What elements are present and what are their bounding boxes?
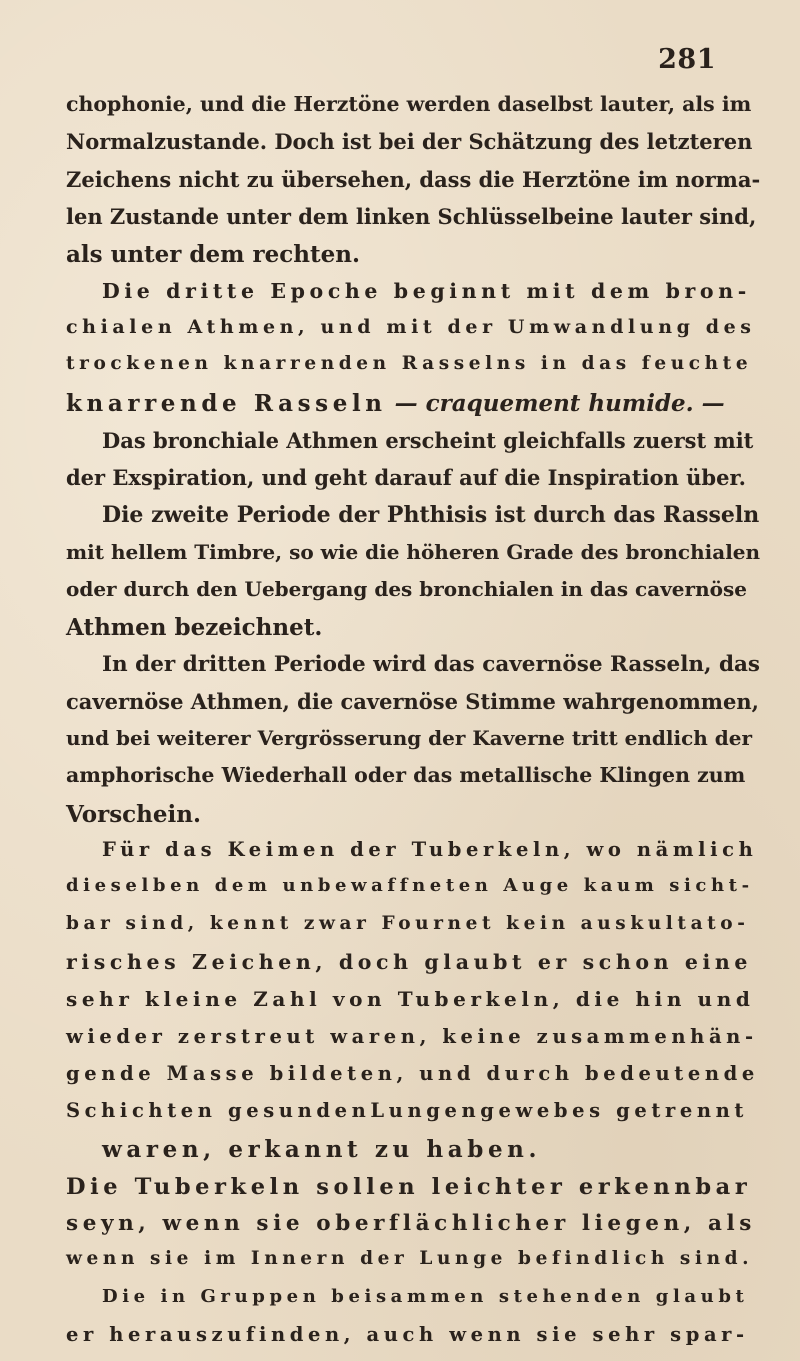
text-line-9-italic: — craquement humide. —: [386, 390, 725, 417]
text-line-3: Zeichens nicht zu übersehen, dass die Herztöne im norma-: [66, 167, 761, 192]
text-line-23: bar sind, kennt zwar Fournet kein auskultato-: [66, 913, 750, 934]
text-line-20: Vorschein.: [66, 801, 201, 828]
text-line-5: als unter dem rechten.: [66, 241, 360, 268]
text-line-6: Die dritte Epoche beginnt mit dem bron-: [102, 279, 751, 303]
page-number: 281: [658, 44, 716, 75]
text-line-30: Die Tuberkeln sollen leichter erkennbar: [66, 1174, 752, 1200]
text-line-26: wieder zerstreut waren, keine zusammenhän-: [66, 1025, 758, 1048]
text-line-4: len Zustande unter dem linken Schlüsselbeine lauter sind,: [66, 204, 757, 229]
text-line-12: Die zweite Periode der Phthisis ist durch das Rasseln: [102, 502, 760, 528]
text-line-10: Das bronchiale Athmen erscheint gleichfalls zuerst mit: [102, 428, 754, 453]
text-line-13: mit hellem Timbre, so wie die höheren Grade des bronchialen: [66, 540, 761, 564]
text-line-1: chophonie, und die Herztöne werden daselbst lauter, als im: [66, 92, 752, 116]
text-line-16: In der dritten Periode wird das cavernöse Rasseln, das: [102, 652, 761, 677]
text-line-19: amphorische Wiederhall oder das metallische Klingen zum: [66, 763, 746, 787]
text-line-14: oder durch den Uebergang des bronchialen in das cavernöse: [66, 577, 747, 601]
text-line-18: und bei weiterer Vergrösserung der Kaverne tritt endlich der: [66, 726, 753, 750]
text-line-25: sehr kleine Zahl von Tuberkeln, die hin und: [66, 987, 755, 1011]
text-line-7: chialen Athmen, und mit der Umwandlung des: [66, 316, 756, 338]
text-line-34: er herauszufinden, auch wenn sie sehr spar-: [66, 1323, 749, 1346]
text-line-2: Normalzustande. Doch ist bei der Schätzung des letzteren: [66, 129, 753, 154]
text-line-9: [66, 392, 725, 415]
text-line-8: trockenen knarrenden Rasselns in das feuchte: [66, 353, 753, 374]
text-line-27: gende Masse bildeten, und durch bedeutende: [66, 1062, 759, 1085]
text-line-11: der Exspiration, und geht darauf auf die Inspiration über.: [66, 465, 746, 490]
text-line-17: cavernöse Athmen, die cavernöse Stimme wahrgenommen,: [66, 689, 759, 714]
text-line-24: risches Zeichen, doch glaubt er schon eine: [66, 950, 753, 974]
text-line-33: Die in Gruppen beisammen stehenden glaubt: [102, 1286, 749, 1307]
text-line-21: Für das Keimen der Tuberkeln, wo nämlich: [102, 838, 758, 861]
text-line-31: seyn, wenn sie oberflächlicher liegen, als: [66, 1211, 756, 1236]
text-line-9-spaced: knarrende Rasseln: [66, 390, 387, 417]
text-line-29: waren, erkannt zu haben.: [102, 1136, 542, 1163]
text-line-32: wenn sie im Innern der Lunge befindlich sind.: [66, 1248, 754, 1269]
text-line-28: Schichten gesundenLungengewebes getrennt: [66, 1099, 748, 1122]
text-line-22: dieselben dem unbewaffneten Auge kaum sicht-: [66, 875, 754, 896]
text-line-15: Athmen bezeichnet.: [66, 614, 323, 641]
